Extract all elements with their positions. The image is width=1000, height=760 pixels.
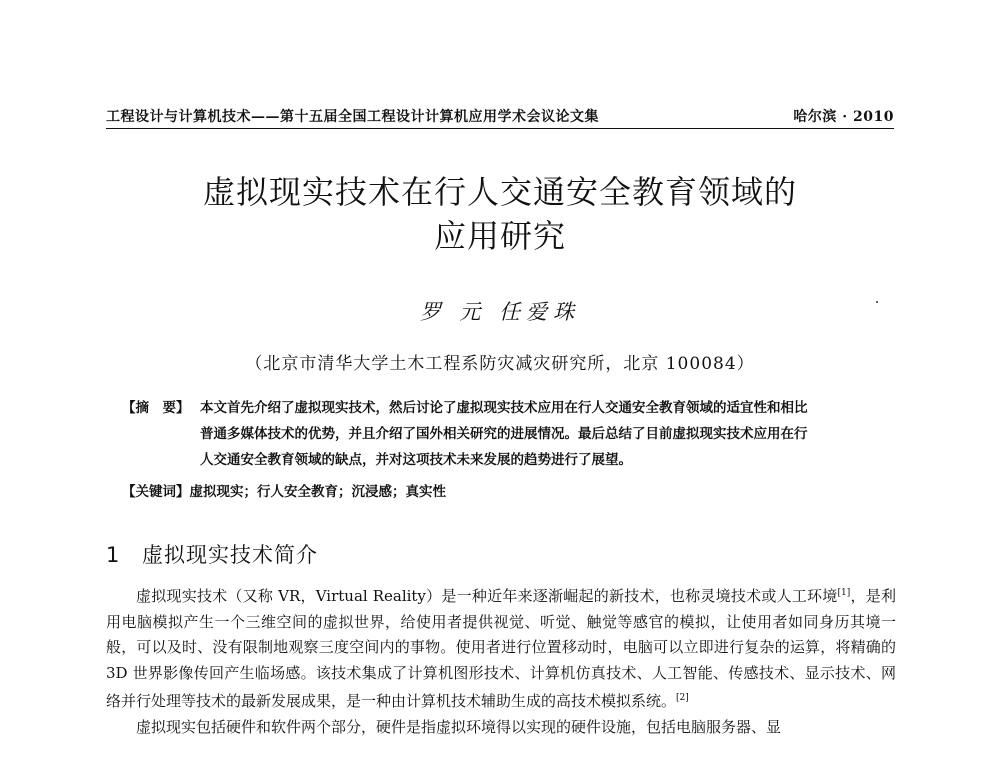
abstract-line-2: 普通多媒体技术的优势，并且介绍了国外相关研究的进展情况。最后总结了目前虚拟现实技术应用在行 [200,426,808,442]
citation-2: [2] [676,693,689,703]
paper-title-line-2: 应用研究 [433,217,566,255]
citation-1: [1] [837,588,851,598]
abstract [122,395,898,473]
paragraph-1-part-2: ，是利用电脑模拟产生一个三维空间的虚拟世界，给使用者提供视觉、听觉、触觉等感官的模拟，让使用者如同身历其境一般，可以及时、没有限制地观察三度空间内的事物。使用者进行位置移动时，电脑可以立即进行复杂的运算，将精确的 3D 世界影像传回产生临场感。该技术集成了计算机图形技术、计算机仿真技术、人工智能、传感技术、显示技术、网络并行处理等技术的最新发展成果，是一种由计算机技术辅助生成的高技术模拟系统。 [106,587,896,710]
authors: 罗 元 任爱珠 [419,300,581,324]
paper-title [0,170,1000,258]
abstract-line-1 [122,395,898,421]
keywords-text: 虚拟现实；行人安全教育；沉浸感；真实性 [189,484,446,500]
keywords-label: 【关键词】 [122,484,190,500]
section-heading [106,539,318,569]
keywords [122,480,446,500]
paragraph-1 [106,581,896,715]
affiliation: （北京市清华大学土木工程系防灾减灾研究所，北京 100084） [245,354,755,374]
abstract-line-3: 人交通安全教育领域的缺点，并对这项技术未来发展的趋势进行了展望。 [200,452,632,468]
paragraph-1-part-1: 虚拟现实技术（又称 VR，Virtual Reality）是一种近年来逐渐崛起的新技术，也称灵境技术或人工环境 [136,587,838,605]
abstract-text-1: 本文首先介绍了虚拟现实技术，然后讨论了虚拟现实技术应用在行人交通安全教育领域的适宜性和相比 [200,400,808,416]
journal-title: 工程设计与计算机技术——第十五届全国工程设计计算机应用学术会议论文集 [106,109,599,125]
section-title: 虚拟现实技术简介 [142,543,318,567]
paper-title-line-1: 虚拟现实技术在行人交通安全教育领域的 [202,173,797,211]
section-number: 1 [106,543,121,567]
body-text [106,581,896,740]
abstract-label: 【摘 要】 [122,400,190,416]
running-header [106,106,894,129]
conference-place-year: 哈尔滨 · 2010 [793,109,894,125]
paragraph-2: 虚拟现实包括硬件和软件两个部分，硬件是指虚拟环境得以实现的硬件设施，包括电脑服务器、显 [136,717,782,736]
